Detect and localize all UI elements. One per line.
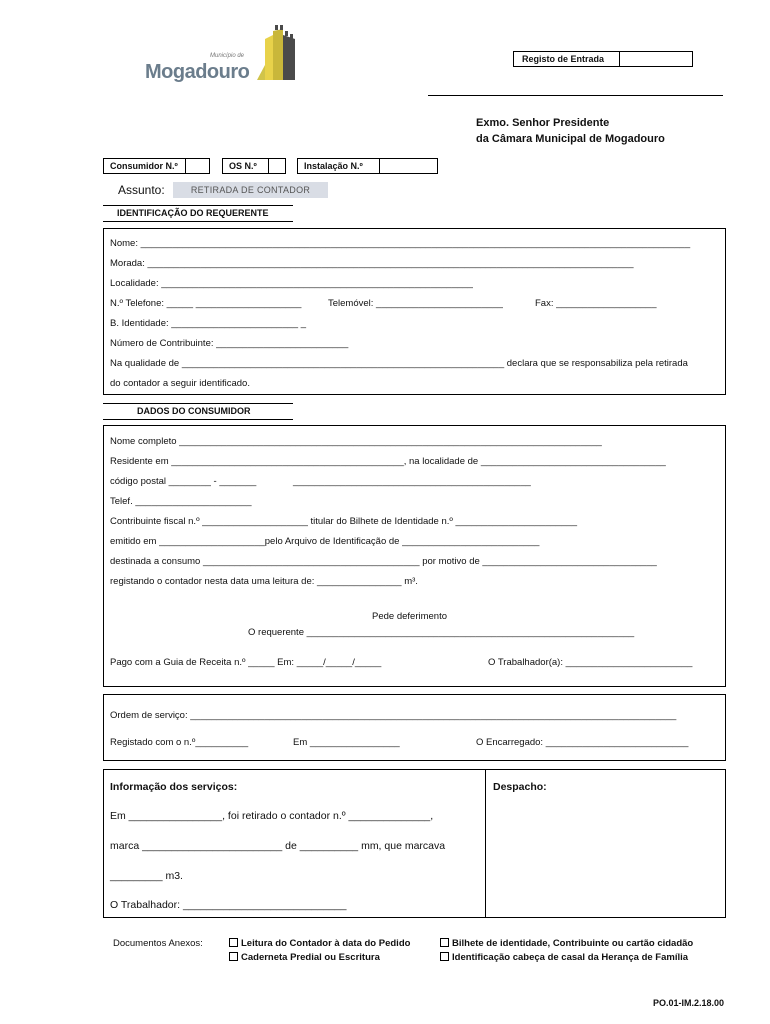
assunto-label: Assunto: (118, 183, 165, 197)
requerente-contribuinte[interactable]: Número de Contribuinte: _________________________ (110, 338, 349, 349)
servicos-em[interactable]: Em ________________, foi retirado o contador n.º ______________, (110, 810, 434, 822)
ordem-servico-box (103, 694, 726, 761)
anexo-leitura-label: Leitura do Contador à data do Pedido (241, 938, 411, 949)
top-signature-line (428, 95, 723, 96)
pago-guia[interactable]: Pago com a Guia de Receita n.º _____ Em: _____/_____/_____ (110, 657, 382, 668)
os-code-box[interactable] (222, 158, 286, 174)
tower-logo-icon (253, 25, 298, 80)
instalacao-code-box[interactable] (297, 158, 438, 174)
requerente-fax[interactable]: Fax: ___________________ (535, 298, 657, 309)
requerente-signature[interactable]: O requerente ______________________________________________________________ (248, 627, 635, 638)
encarregado-signature[interactable]: O Encarregado: ___________________________ (476, 737, 689, 748)
section-line (103, 403, 293, 404)
consumidor-nome[interactable]: Nome completo ________________________________________________________________________________ (110, 436, 602, 447)
assunto-value: RETIRADA DE CONTADOR (173, 182, 328, 198)
addressee (476, 115, 665, 147)
anexo-bilhete[interactable] (440, 938, 693, 949)
checkbox-icon[interactable] (440, 938, 449, 947)
addressee-line2: da Câmara Municipal de Mogadouro (476, 133, 665, 145)
requerente-qualidade[interactable]: Na qualidade de _____________________________________________________________ declara que se responsabiliza pela retirada (110, 358, 688, 369)
anexo-caderneta-label: Caderneta Predial ou Escritura (241, 952, 380, 963)
consumidor-contribuinte[interactable]: Contribuinte fiscal n.º ____________________ titular do Bilhete de Identidade n.º _______________________ (110, 516, 578, 527)
despacho-title: Despacho: (493, 781, 547, 793)
checkbox-icon[interactable] (229, 952, 238, 961)
consumidor-code-box[interactable] (103, 158, 210, 174)
consumidor-residente[interactable]: Residente em ____________________________________________, na localidade de ___________________________________ (110, 456, 666, 467)
consumidor-registando[interactable]: registando o contador nesta data uma leitura de: ________________ m³. (110, 576, 418, 587)
consumidor-telef[interactable]: Telef. ______________________ (110, 496, 252, 507)
municipality-logo (145, 25, 305, 85)
servicos-trabalhador[interactable]: O Trabalhador: ____________________________ (110, 899, 347, 911)
section-line (103, 205, 293, 206)
anexo-caderneta[interactable] (229, 952, 380, 963)
logo-small-text: Município de (210, 53, 245, 59)
registo-entrada-label: Registo de Entrada (514, 52, 620, 66)
consumidor-title: DADOS DO CONSUMIDOR (137, 406, 251, 416)
form-code: PO.01-IM.2.18.00 (652, 998, 724, 1008)
logo-name: Mogadouro (145, 61, 250, 83)
requerente-qualidade-cont: do contador a seguir identificado. (110, 378, 250, 389)
column-divider (485, 770, 486, 917)
consumidor-codigo-postal-local[interactable]: _____________________________________________ (293, 476, 531, 487)
anexo-heranca-label: Identificação cabeça de casal da Herança de Família (452, 952, 689, 963)
anexo-leitura[interactable] (229, 938, 410, 949)
anexo-heranca[interactable] (440, 952, 688, 963)
requerente-telemovel[interactable]: Telemóvel: ________________________ (328, 298, 503, 309)
consumidor-emitido[interactable]: emitido em ____________________pelo Arquivo de Identificação de __________________________ (110, 536, 540, 547)
consumidor-code-label: Consumidor N.º (104, 159, 186, 173)
trabalhador-signature[interactable]: O Trabalhador(a): ________________________ (488, 657, 693, 668)
section-line (103, 221, 293, 222)
anexo-bilhete-label: Bilhete de identidade, Contribuinte ou cartão cidadão (452, 938, 694, 949)
requerente-localidade[interactable]: Localidade: ___________________________________________________________ (110, 278, 473, 289)
consumidor-destinada[interactable]: destinada a consumo _________________________________________ por motivo de _________________________________ (110, 556, 657, 567)
registado-em[interactable]: Em _________________ (293, 737, 400, 748)
consumidor-codigo-postal[interactable]: código postal ________ - _______ (110, 476, 257, 487)
checkbox-icon[interactable] (440, 952, 449, 961)
addressee-line1: Exmo. Senhor Presidente (476, 117, 610, 129)
registo-entrada-box (513, 51, 693, 67)
requerente-telefone[interactable]: N.º Telefone: _____ ____________________ (110, 298, 302, 309)
instalacao-code-label: Instalação N.º (298, 159, 380, 173)
anexos-label: Documentos Anexos: (113, 938, 203, 949)
registado-numero[interactable]: Registado com o n.º__________ (110, 737, 249, 748)
requerente-bi[interactable]: B. Identidade: ________________________ _ (110, 318, 306, 329)
section-line (103, 419, 293, 420)
checkbox-icon[interactable] (229, 938, 238, 947)
requerente-morada[interactable]: Morada: ____________________________________________________________________________________________ (110, 258, 634, 269)
pede-deferimento: Pede deferimento (372, 611, 447, 622)
requerente-box (103, 228, 726, 395)
servicos-title: Informação dos serviços: (110, 781, 238, 793)
servicos-marca[interactable]: marca ________________________ de __________ mm, que marcava (110, 840, 446, 852)
requerente-nome[interactable]: Nome: ________________________________________________________________________________________________________ (110, 238, 691, 249)
ordem-servico[interactable]: Ordem de serviço: ____________________________________________________________________________________________ (110, 710, 677, 721)
servicos-despacho-box (103, 769, 726, 918)
servicos-m3[interactable]: _________ m3. (110, 870, 183, 882)
requerente-title: IDENTIFICAÇÃO DO REQUERENTE (117, 208, 269, 218)
os-code-label: OS N.º (223, 159, 269, 173)
consumidor-box (103, 425, 726, 687)
